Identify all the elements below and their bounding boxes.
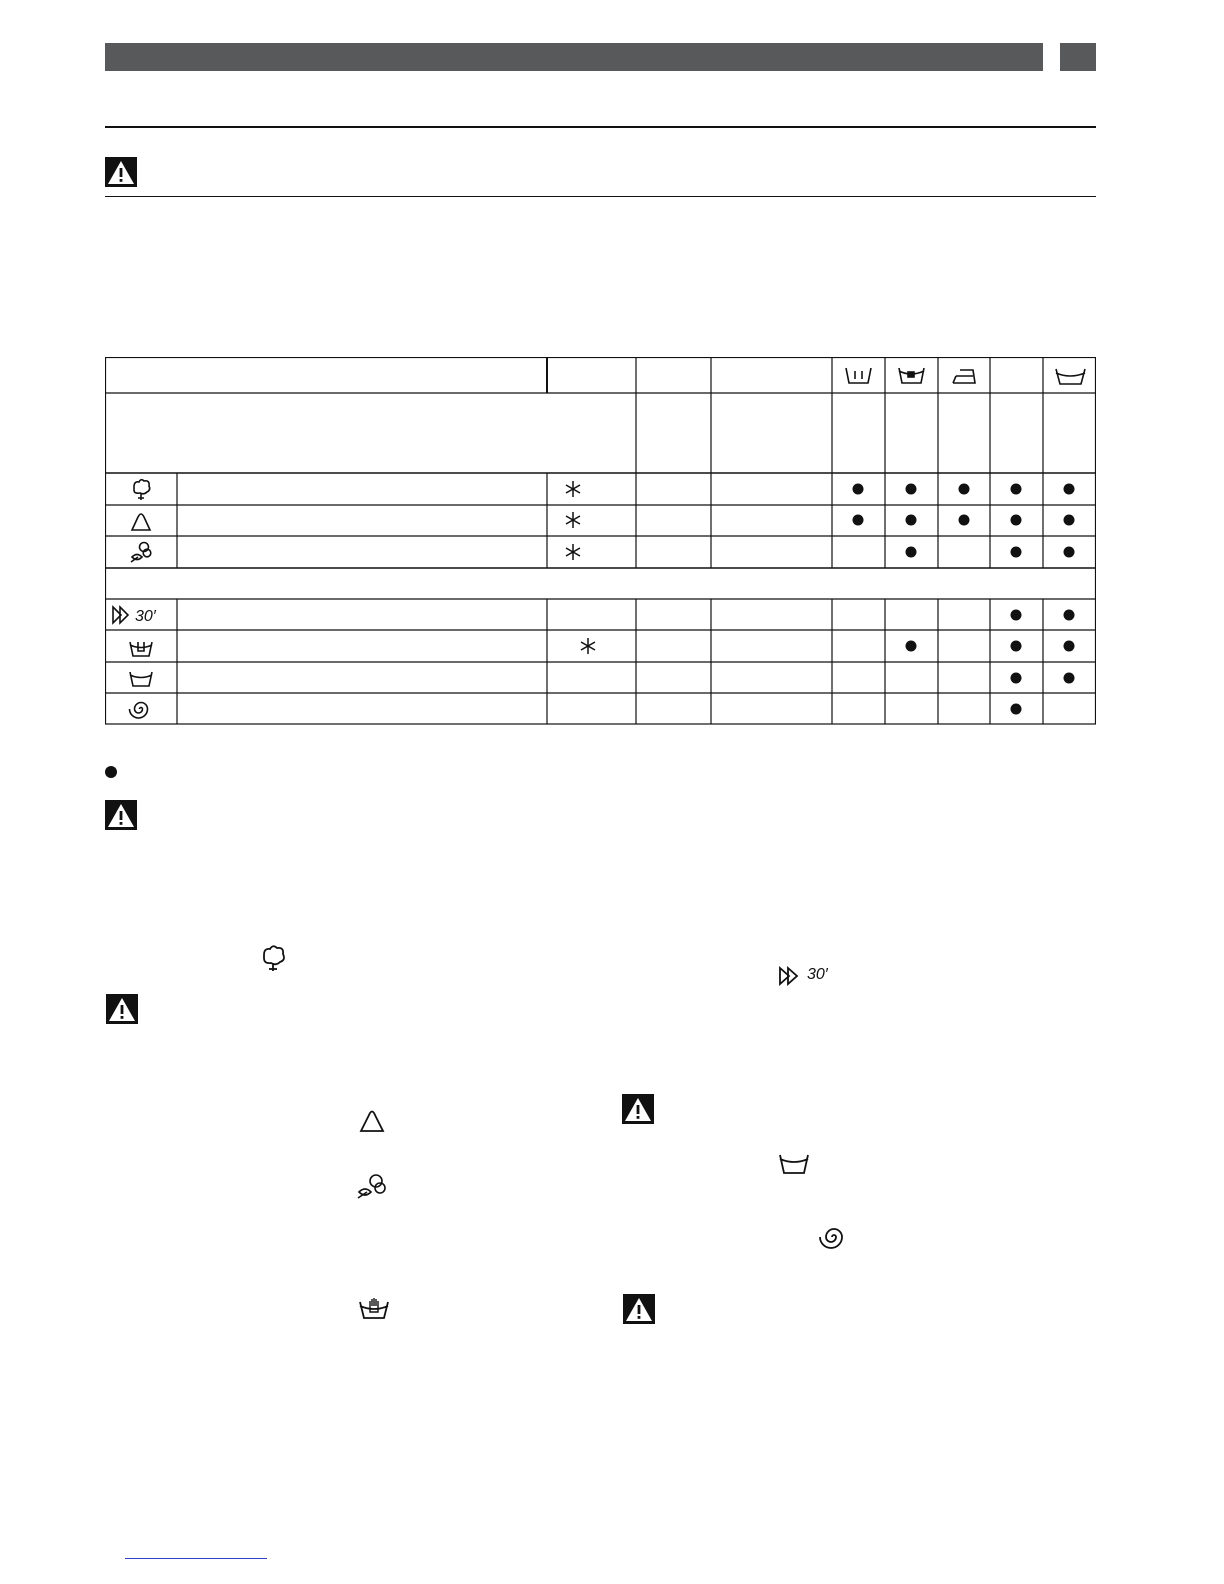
header-bar (105, 43, 1043, 71)
filled-dot-icon (1064, 610, 1075, 621)
wool-icon (131, 543, 151, 563)
synthetics-icon (355, 1103, 389, 1137)
cold-snowflake-icon (566, 481, 580, 497)
filled-dot-icon (1011, 641, 1022, 652)
filled-dot-icon (1064, 673, 1075, 684)
warning-triangle-icon (622, 1094, 654, 1124)
warning-triangle-icon (105, 800, 137, 830)
warning-triangle-icon (105, 157, 137, 187)
legend-dot-icon (105, 766, 117, 778)
spin-icon (130, 703, 148, 719)
filled-dot-icon (1064, 641, 1075, 652)
page-number-box (1060, 43, 1096, 71)
filled-dot-icon (853, 515, 864, 526)
filled-dot-icon (853, 484, 864, 495)
option-header-icons (846, 368, 1085, 384)
programme-table (105, 357, 1096, 724)
rinse-icon (130, 672, 152, 686)
filled-dot-icon (1064, 515, 1075, 526)
filled-dot-icon (1011, 704, 1022, 715)
filled-dot-icon (1011, 673, 1022, 684)
section-rule-top (105, 126, 1096, 128)
quick-30-icon (778, 965, 838, 987)
cold-snowflake-icon (566, 544, 580, 560)
cold-snowflake-icon (581, 638, 595, 654)
section-rule-bottom (105, 196, 1096, 197)
synthetics-icon (132, 514, 150, 530)
quick-30-icon (113, 607, 157, 625)
rinse-icon (1056, 369, 1085, 384)
filled-dot-icon (906, 547, 917, 558)
rinse-icon (777, 1147, 811, 1181)
quick-30-label: 30′ (135, 608, 156, 625)
stain-icon (899, 368, 924, 383)
programme-table-lines (105, 357, 1096, 725)
filled-dot-icon (1064, 547, 1075, 558)
filled-dot-icon (906, 641, 917, 652)
filled-dot-icon (1011, 484, 1022, 495)
footer-link-underline[interactable] (125, 1558, 267, 1559)
filled-dot-icon (1064, 484, 1075, 495)
cold-snowflake-icon (566, 512, 580, 528)
warning-triangle-icon (623, 1294, 655, 1324)
cotton-icon (256, 941, 290, 975)
spin-icon (817, 1220, 851, 1254)
filled-dot-icon (959, 484, 970, 495)
handwash-icon (130, 642, 152, 656)
filled-dot-icon (1011, 547, 1022, 558)
cotton-icon (134, 480, 150, 500)
handwash-icon (357, 1290, 391, 1324)
filled-dot-icon (959, 515, 970, 526)
filled-dot-icon (906, 484, 917, 495)
filled-dot-icon (906, 515, 917, 526)
warning-triangle-icon (106, 994, 138, 1024)
wool-icon (355, 1170, 389, 1204)
prewash-icon (846, 368, 871, 383)
quick-30-label: 30′ (807, 966, 828, 983)
filled-dot-icon (1011, 515, 1022, 526)
filled-dot-icon (1011, 610, 1022, 621)
iron-icon (953, 370, 975, 383)
